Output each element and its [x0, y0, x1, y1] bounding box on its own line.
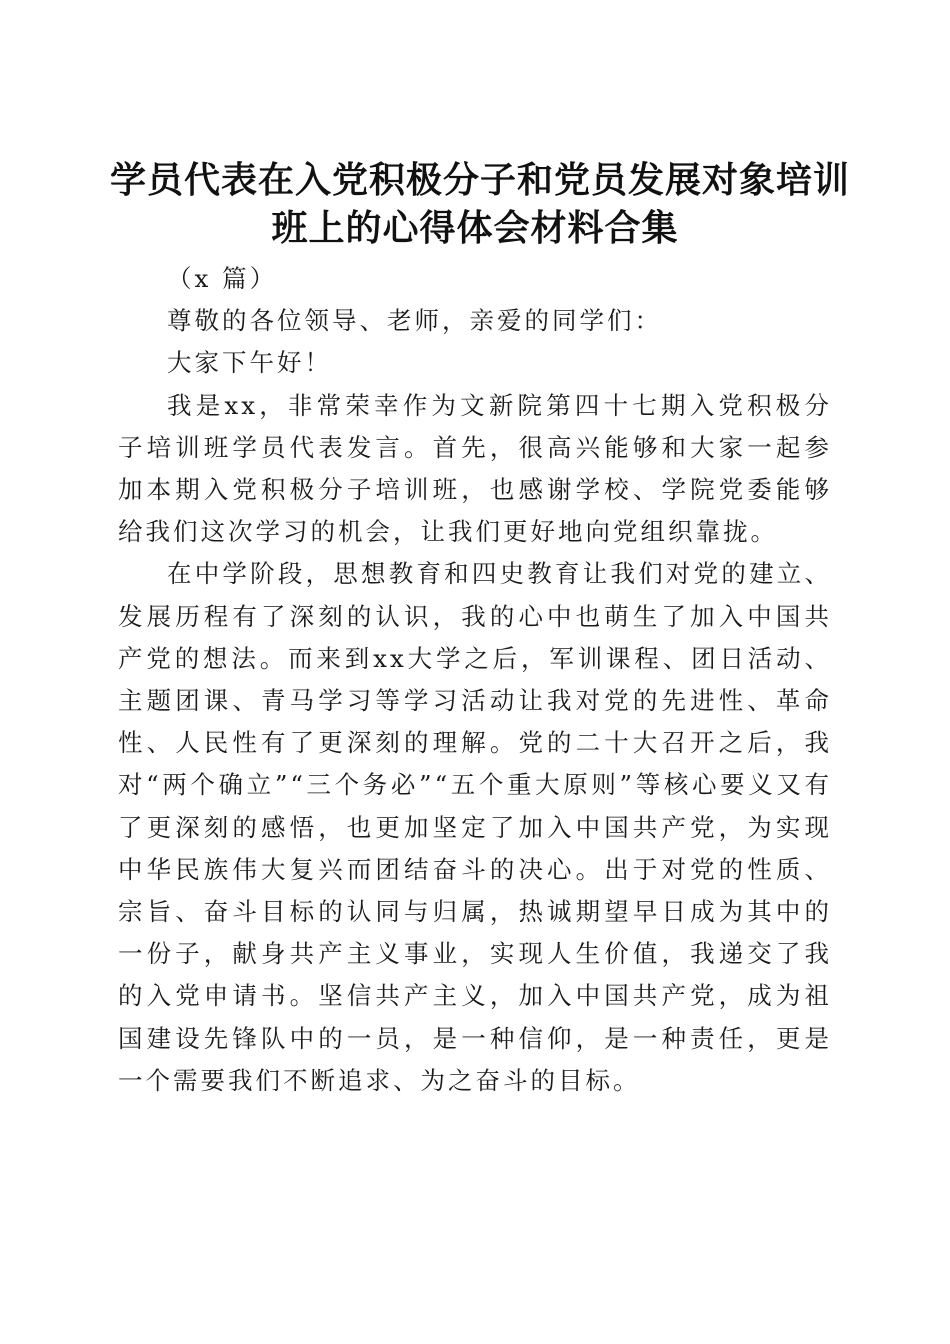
- greeting: 大家下午好！: [167, 348, 332, 378]
- paragraph-experience: 在中学阶段，思想教育和四史教育让我们对党的建立、发展历程有了深刻的认识，我的心中也萌生了加入中国共产党的想法。而来到xx大学之后，军训课程、团日活动、主题团课、青马学习等学习活动让我对党的先进性、革命性、人民性有了更深刻的理解。党的二十大召开之后，我对“两个确立”“三个务必”“五个重大原则”等核心要义又有了更深刻的感悟，也更加坚定了加入中国共产党，为实现中华民族伟大复兴而团结奋斗的决心。出于对党的性质、宗旨、奋斗目标的认同与归属，热诚期望早日成为其中的一份子，献身共产主义事业，实现人生价值，我递交了我的入党申请书。坚信共产主义，加入中国共产党，成为祖国建设先锋队中的一员，是一种信仰，是一种责任，更是一个需要我们不断追求、为之奋斗的目标。: [118, 559, 832, 1095]
- document-body: [118, 258, 832, 1102]
- paragraph-introduction: 我是xx，非常荣幸作为文新院第四十七期入党积极分子培训班学员代表发言。首先，很高兴能够和大家一起参加本期入党积极分子培训班，也感谢学校、学院党委能够给我们这次学习的机会，让我们更好地向党组织靠拢。: [118, 390, 832, 547]
- title-line-1: 学员代表在入党积极分子和党员发展对象培训: [110, 159, 851, 202]
- document-title: [110, 156, 851, 252]
- article-count: （x 篇）: [167, 264, 278, 293]
- title-line-2: 班上的心得体会材料合集: [271, 207, 679, 250]
- salutation: 尊敬的各位领导、老师，亲爱的同学们：: [167, 306, 662, 336]
